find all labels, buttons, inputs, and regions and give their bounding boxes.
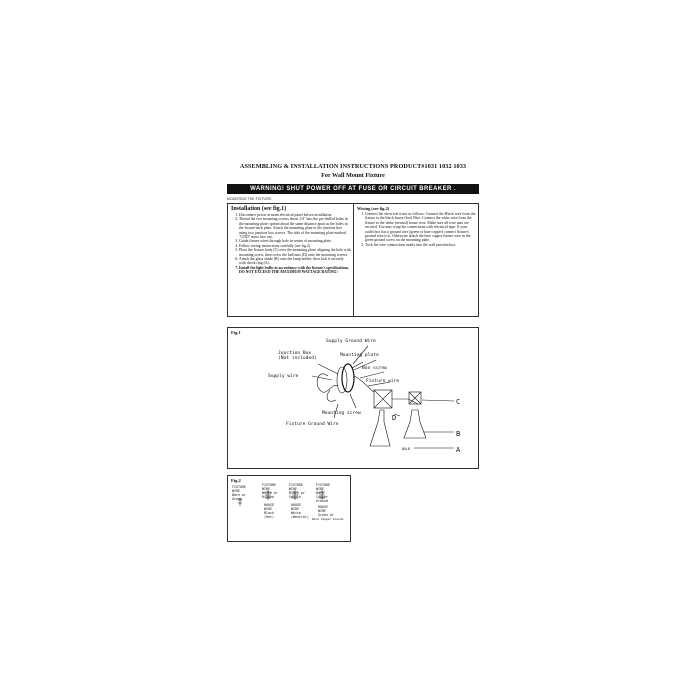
callout-supply-wire: Supply wire xyxy=(268,374,299,379)
fig2-g4-bottom: Green or xyxy=(318,513,334,517)
fig2-g3-bottom: HOUSE xyxy=(291,503,301,507)
wiring-step: 2. Tuck the wire connections neatly into the wall junction box. xyxy=(365,243,476,247)
supply-wire-2 xyxy=(327,390,336,401)
install-step: 6. Attach the glass shade (B) onto the lamp holder, then lock it securely with check ring (A). xyxy=(239,257,351,266)
fig2-g1-top: FIXTURE xyxy=(232,485,246,489)
warning-banner: WARNING! SHUT POWER OFF AT FUSE OR CIRCUIT BREAKER . xyxy=(227,184,479,194)
supply-wire-shape xyxy=(317,374,338,392)
callout-fixture-wire: Fixture wire xyxy=(366,379,400,384)
fig2-g1-bottom: Green xyxy=(232,497,242,501)
leader-box-screw xyxy=(360,372,384,378)
fig2-g3-bottom: WIRE xyxy=(291,507,299,511)
leader-supply-wire xyxy=(312,376,332,380)
installation-steps xyxy=(228,213,353,275)
shade-right-shape xyxy=(404,410,426,438)
figure-2-label: Fig.2 xyxy=(231,478,241,483)
fig2-g4-mid: Ground xyxy=(316,499,328,503)
fig2-g2-bottom: WIRE xyxy=(264,507,272,511)
fig2-g1-bottom: Bare or xyxy=(232,493,246,497)
wiring-heading: Wiring (see fig.2) xyxy=(357,206,390,211)
section-label: MOUNTING THE FIXTURE: xyxy=(227,197,273,201)
callout-box-screw: Box screw xyxy=(362,366,387,371)
figure-1-drawing xyxy=(228,328,480,470)
callout-mounting-plate: Mounting plate xyxy=(340,353,379,358)
fig2-g2-bottom: Black xyxy=(264,511,274,515)
shade-left-shape xyxy=(370,410,390,446)
figure-2-drawing xyxy=(228,476,352,543)
callout-junction-box: Junction Box xyxy=(278,351,312,356)
part-c-label: C xyxy=(456,398,461,406)
install-step: 4. Follow wiring instructions carefully (see fig.2). xyxy=(239,244,351,248)
leader-mounting-screw xyxy=(350,394,356,408)
callout-bulb: BULB xyxy=(402,447,410,451)
fig2-g2-top: WIRE xyxy=(262,487,270,491)
part-b-label: B xyxy=(456,430,461,438)
fig2-g3-mid: Black or xyxy=(289,491,305,495)
fig2-g2-mid: Ribbed xyxy=(262,495,274,499)
figure-1 xyxy=(227,327,479,469)
fig2-g3-top: FIXTURE xyxy=(289,483,303,487)
installation-panel xyxy=(227,203,354,317)
install-step: 1. Disconnect power at main electrical panel before installation. xyxy=(239,213,351,217)
fig2-g4-bottom: WIRE xyxy=(318,509,326,513)
callout-mounting-screw: Mounting screw xyxy=(322,411,361,416)
install-step: 7. Install the light bulbs in accordance with the fixture's specifications. DO NOT EXCEED THE MAXIMUM WATTAGE RATING! xyxy=(239,266,351,275)
fig2-g2-bottom: (Hot) xyxy=(264,515,274,519)
install-step: 2. Thread the two mounting screws about 1/4" into the pre-drilled holes in the mounting plate; spread about the same distance apart as the holes in the fixture back plate. Attach the mounting plate to the junction box using two junction box screws. The side of the mounting plate marked "GND" must face out. xyxy=(239,217,351,239)
callout-not-included: (Not included) xyxy=(278,356,317,361)
fig2-g1-top: WIRE xyxy=(232,489,240,493)
fig2-g3-bottom: White xyxy=(291,511,301,515)
callout-supply-ground: Supply Ground Wire xyxy=(326,339,376,344)
fig2-g2-top: FIXTURE xyxy=(262,483,276,487)
wiring-step: 1. Connect the electrical wires as follows: Connect the Black wire from the fixture to the black house (hot) Wire. Connect the white wire from the fixture to the white (neutral) house wire. Make sure all wire nuts are secured. You may wrap the connections with electrical tape. If your outlet box has a ground wire (green or bare copper) connect fixture's ground wire to it. Otherwise attach the bare copper fixture wire in the green ground screw on the mounting plate. xyxy=(365,212,476,243)
part-d-label: D xyxy=(392,414,397,422)
callout-fixture-ground: Fixture Ground Wire xyxy=(286,422,339,427)
fig2-g3-mid: Smooth xyxy=(289,495,301,499)
fig2-g2-bottom: HOUSE xyxy=(264,503,274,507)
fig2-g4-mid: Copper xyxy=(316,495,328,499)
fig2-g4-mid: Bare xyxy=(316,491,324,495)
part-a-label: A xyxy=(456,446,461,454)
installation-heading: Installation (see fig.1) xyxy=(231,206,287,212)
fig2-g4-top: WIRE xyxy=(316,487,324,491)
fig2-g4-bottom: HOUSE xyxy=(318,505,328,509)
fig2-g3-top: WIRE xyxy=(289,487,297,491)
leader-c xyxy=(422,400,454,401)
fixture-body-cross xyxy=(374,390,392,408)
fig2-g4-bottom: Bare Copper Ground xyxy=(312,517,344,521)
instruction-sheet xyxy=(224,163,482,543)
document-title: ASSEMBLING & INSTALLATION INSTRUCTIONS PRODUCT#1031 1032 1033 xyxy=(239,163,467,170)
install-step: 3. Guide fixture wires through hole in center of mounting plate. xyxy=(239,239,351,243)
fig2-g4-top: FIXTURE xyxy=(316,483,330,487)
leader-junction-box xyxy=(318,364,338,374)
figure-2 xyxy=(227,475,351,542)
fig2-g2-mid: White or xyxy=(262,491,278,495)
wiring-panel xyxy=(354,203,479,317)
document-subtitle: For Wall Mount Fixture xyxy=(321,172,385,179)
fig2-g3-bottom: (Neutral) xyxy=(291,515,309,519)
install-step: 5. Place the fixture body (C) over the mounting plate, aligning the hole with mounting screw, then screw the ball nuts (D) onto the mounting screws. xyxy=(239,248,351,257)
figure-1-label: Fig.1 xyxy=(231,330,241,335)
wiring-steps xyxy=(354,212,478,247)
fixture-arm xyxy=(392,399,418,404)
